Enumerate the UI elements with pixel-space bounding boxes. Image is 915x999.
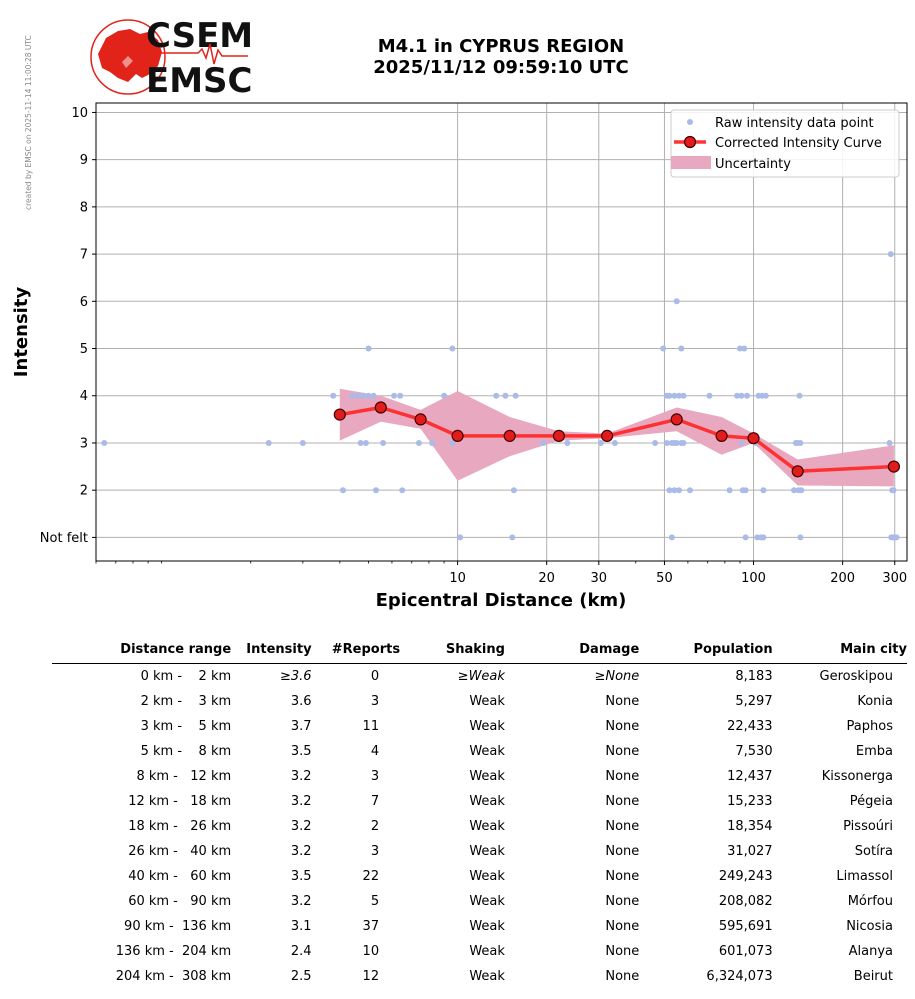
header-population: Population <box>639 640 772 664</box>
cell-main-city: Pissoúri <box>843 819 893 834</box>
corrected-intensity-point <box>671 414 682 425</box>
cell-population: 31,027 <box>727 844 773 859</box>
raw-data-point <box>366 346 372 352</box>
raw-data-point <box>687 487 693 493</box>
cell-intensity: 2.4 <box>290 944 312 959</box>
y-tick-label: 6 <box>79 294 88 310</box>
cell-reports: 7 <box>370 794 380 809</box>
cell-damage: None <box>605 919 640 934</box>
raw-data-point <box>612 440 618 446</box>
raw-data-point <box>493 393 499 399</box>
cell-shaking: Weak <box>469 969 505 984</box>
corrected-intensity-point <box>415 414 426 425</box>
cell-distance-range: 26 km - 40 km <box>128 844 232 859</box>
table-row <box>52 939 907 964</box>
cell-main-city: Pégeia <box>849 794 893 809</box>
cell-distance-range: 2 km - 3 km <box>140 694 232 709</box>
raw-data-point <box>674 298 680 304</box>
cell-main-city: Emba <box>855 744 893 759</box>
raw-data-point <box>676 487 682 493</box>
cell-damage: None <box>605 894 640 909</box>
y-tick-label: 3 <box>79 436 88 452</box>
cell-intensity: 3.5 <box>290 869 312 884</box>
raw-data-point <box>707 393 713 399</box>
raw-data-point <box>743 534 749 540</box>
y-tick-label: 8 <box>79 200 88 216</box>
cell-reports: 3 <box>370 694 380 709</box>
cell-damage: ≥None <box>594 669 640 684</box>
cell-main-city: Paphos <box>846 719 893 734</box>
raw-data-point <box>760 534 766 540</box>
legend-curve-marker <box>685 137 696 148</box>
x-tick-label: 20 <box>538 571 555 586</box>
corrected-intensity-point <box>504 430 515 441</box>
cell-population: 601,073 <box>718 944 773 959</box>
cell-population: 18,354 <box>727 819 773 834</box>
cell-reports: 37 <box>362 919 380 934</box>
raw-data-point <box>502 393 508 399</box>
cell-intensity: 3.5 <box>290 744 312 759</box>
raw-data-point <box>300 440 306 446</box>
y-tick-label: 4 <box>79 389 88 405</box>
header-reports: #Reports <box>312 640 401 664</box>
cell-main-city: Sotíra <box>854 844 893 859</box>
logo-line1: CSEM <box>146 16 254 56</box>
cell-intensity: 3.2 <box>290 819 312 834</box>
cell-damage: None <box>605 869 640 884</box>
raw-data-point <box>509 534 515 540</box>
cell-damage: None <box>605 819 640 834</box>
raw-data-point <box>894 534 900 540</box>
raw-data-point <box>652 440 658 446</box>
raw-data-point <box>416 440 422 446</box>
x-tick-label: 30 <box>590 571 608 586</box>
cell-population: 5,297 <box>735 694 773 709</box>
y-tick-label: 10 <box>71 105 88 121</box>
y-tick-label: Not felt <box>39 530 88 546</box>
cell-main-city: Kissonerga <box>821 769 893 784</box>
csem-emsc-logo <box>88 16 258 98</box>
table-row <box>52 664 907 690</box>
raw-data-point <box>380 440 386 446</box>
raw-data-point <box>373 487 379 493</box>
raw-data-point <box>397 393 403 399</box>
corrected-intensity-point <box>334 409 345 420</box>
x-tick-label: 10 <box>449 571 466 586</box>
y-tick-label: 5 <box>79 342 88 358</box>
intensity-distance-chart <box>0 95 915 620</box>
cell-distance-range: 204 km - 308 km <box>115 969 232 984</box>
cell-distance-range: 136 km - 204 km <box>115 944 232 959</box>
raw-data-point <box>399 487 405 493</box>
cell-main-city: Nicosia <box>846 919 893 934</box>
legend-curve-label: Corrected Intensity Curve <box>715 136 882 151</box>
cell-distance-range: 5 km - 8 km <box>140 744 232 759</box>
cell-shaking: Weak <box>469 719 505 734</box>
cell-shaking: Weak <box>469 844 505 859</box>
cell-reports: 5 <box>370 894 380 909</box>
raw-data-point <box>797 393 803 399</box>
table-row <box>52 914 907 939</box>
raw-data-point <box>540 440 546 446</box>
table-body <box>52 664 907 990</box>
cell-damage: None <box>605 719 640 734</box>
cell-population: 249,243 <box>718 869 773 884</box>
raw-data-point <box>457 534 463 540</box>
raw-data-point <box>360 393 366 399</box>
corrected-intensity-point <box>602 430 613 441</box>
table-row <box>52 764 907 789</box>
raw-data-point <box>738 393 744 399</box>
cell-damage: None <box>605 844 640 859</box>
table-row <box>52 864 907 889</box>
raw-data-point <box>763 393 769 399</box>
raw-data-point <box>797 534 803 540</box>
raw-data-point <box>797 440 803 446</box>
raw-data-point <box>441 393 447 399</box>
cell-shaking: Weak <box>469 744 505 759</box>
cell-intensity: 3.2 <box>290 794 312 809</box>
raw-data-point <box>681 393 687 399</box>
cell-distance-range: 12 km - 18 km <box>128 794 232 809</box>
cell-distance-range: 0 km - 2 km <box>140 669 232 684</box>
cell-intensity: 3.2 <box>290 769 312 784</box>
legend-band-label: Uncertainty <box>715 157 791 172</box>
cell-damage: None <box>605 694 640 709</box>
raw-data-point <box>363 440 369 446</box>
raw-data-point <box>887 440 893 446</box>
legend-band-swatch <box>671 156 711 169</box>
cell-shaking: Weak <box>469 769 505 784</box>
corrected-intensity-point <box>888 461 899 472</box>
table-row <box>52 789 907 814</box>
cell-population: 12,437 <box>727 769 773 784</box>
chart-title-line2: 2025/11/12 09:59:10 UTC <box>373 57 629 78</box>
table-row <box>52 689 907 714</box>
raw-data-point <box>513 393 519 399</box>
raw-data-point <box>266 440 272 446</box>
raw-data-point <box>371 393 377 399</box>
table-row <box>52 839 907 864</box>
cell-population: 7,530 <box>735 744 773 759</box>
x-tick-label: 100 <box>741 571 766 586</box>
header-distance-range: Distance range <box>52 640 231 664</box>
cell-shaking: Weak <box>469 894 505 909</box>
raw-data-point <box>681 440 687 446</box>
raw-data-point <box>727 487 733 493</box>
raw-data-point <box>888 251 894 257</box>
cell-reports: 0 <box>370 669 380 684</box>
corrected-intensity-point <box>375 402 386 413</box>
cell-reports: 3 <box>370 844 380 859</box>
cell-shaking: Weak <box>469 694 505 709</box>
raw-data-point <box>330 393 336 399</box>
raw-data-point <box>101 440 107 446</box>
x-tick-label: 300 <box>882 571 908 586</box>
corrected-intensity-point <box>748 433 759 444</box>
cell-population: 6,324,073 <box>706 969 773 984</box>
table-row <box>52 814 907 839</box>
cell-damage: None <box>605 744 640 759</box>
cell-shaking: Weak <box>469 919 505 934</box>
cell-reports: 11 <box>362 719 380 734</box>
cell-main-city: Mórfou <box>847 894 893 909</box>
header-damage: Damage <box>505 640 639 664</box>
y-axis-label: Intensity <box>11 286 32 378</box>
corrected-intensity-point <box>792 466 803 477</box>
cell-distance-range: 40 km - 60 km <box>128 869 232 884</box>
cell-reports: 4 <box>370 744 380 759</box>
raw-data-point <box>511 487 517 493</box>
table-row <box>52 889 907 914</box>
raw-data-point <box>743 487 749 493</box>
y-tick-label: 2 <box>79 483 88 499</box>
raw-data-point <box>669 534 675 540</box>
cell-reports: 2 <box>370 819 380 834</box>
logo-line2: EMSC <box>146 61 253 98</box>
cell-population: 208,082 <box>718 894 773 909</box>
table-row <box>52 964 907 989</box>
raw-data-point <box>660 346 666 352</box>
table-header-row <box>52 640 907 664</box>
x-tick-label: 200 <box>830 571 856 586</box>
cell-shaking: Weak <box>469 819 505 834</box>
cell-intensity: 3.1 <box>290 919 312 934</box>
cell-damage: None <box>605 969 640 984</box>
cell-population: 15,233 <box>727 794 773 809</box>
header-intensity: Intensity <box>231 640 311 664</box>
x-tick-label: 50 <box>656 571 673 586</box>
raw-data-point <box>349 393 355 399</box>
raw-data-point <box>340 487 346 493</box>
chart-title <box>300 36 702 78</box>
cell-distance-range: 60 km - 90 km <box>128 894 232 909</box>
y-tick-label: 7 <box>79 247 88 263</box>
cell-intensity: 3.7 <box>290 719 312 734</box>
cell-damage: None <box>605 944 640 959</box>
cell-distance-range: 90 km - 136 km <box>124 919 232 934</box>
corrected-intensity-point <box>452 430 463 441</box>
cell-main-city: Alanya <box>848 944 893 959</box>
cell-shaking: Weak <box>469 794 505 809</box>
chart-title-line1: M4.1 in CYPRUS REGION <box>377 36 625 57</box>
corrected-intensity-point <box>553 430 564 441</box>
credit-text: created by EMSC on 2025-11-14 11:00:28 UTC <box>24 35 33 210</box>
cell-damage: None <box>605 794 640 809</box>
cell-shaking: ≥Weak <box>457 669 505 684</box>
raw-data-point <box>391 393 397 399</box>
raw-data-point <box>738 440 744 446</box>
header-main-city: Main city <box>773 640 907 664</box>
cell-shaking: Weak <box>469 944 505 959</box>
raw-data-point <box>429 440 435 446</box>
cell-distance-range: 3 km - 5 km <box>140 719 232 734</box>
raw-data-point <box>449 346 455 352</box>
cell-intensity: 3.2 <box>290 894 312 909</box>
cell-reports: 10 <box>362 944 380 959</box>
raw-data-point <box>598 440 604 446</box>
raw-data-point <box>798 487 804 493</box>
corrected-intensity-point <box>716 430 727 441</box>
raw-data-point <box>355 393 361 399</box>
legend-raw-marker <box>687 119 693 125</box>
cell-reports: 12 <box>362 969 380 984</box>
header-shaking: Shaking <box>400 640 505 664</box>
cell-main-city: Geroskipou <box>819 669 893 684</box>
cell-population: 595,691 <box>718 919 773 934</box>
raw-data-point <box>564 440 570 446</box>
cell-intensity: 2.5 <box>290 969 312 984</box>
cell-intensity: ≥3.6 <box>279 669 312 684</box>
raw-data-point <box>744 393 750 399</box>
cell-population: 22,433 <box>727 719 773 734</box>
cell-intensity: 3.6 <box>290 694 312 709</box>
raw-data-point <box>678 346 684 352</box>
cell-distance-range: 8 km - 12 km <box>136 769 232 784</box>
tick-layer <box>40 106 907 586</box>
cell-distance-range: 18 km - 26 km <box>128 819 232 834</box>
raw-data-point <box>891 487 897 493</box>
intensity-table <box>52 640 907 989</box>
cell-main-city: Konia <box>857 694 893 709</box>
cell-intensity: 3.2 <box>290 844 312 859</box>
table-row <box>52 714 907 739</box>
cell-shaking: Weak <box>469 869 505 884</box>
cell-population: 8,183 <box>735 669 773 684</box>
raw-data-point <box>358 440 364 446</box>
cell-main-city: Beirut <box>853 969 893 984</box>
y-tick-label: 9 <box>79 153 88 169</box>
cell-reports: 3 <box>370 769 380 784</box>
raw-data-point <box>760 487 766 493</box>
cell-reports: 22 <box>362 869 380 884</box>
cell-main-city: Limassol <box>836 869 893 884</box>
x-axis-label: Epicentral Distance (km) <box>375 590 627 611</box>
cell-damage: None <box>605 769 640 784</box>
raw-data-point <box>741 346 747 352</box>
legend <box>671 110 899 177</box>
legend-raw-label: Raw intensity data point <box>715 116 874 131</box>
table-row <box>52 739 907 764</box>
